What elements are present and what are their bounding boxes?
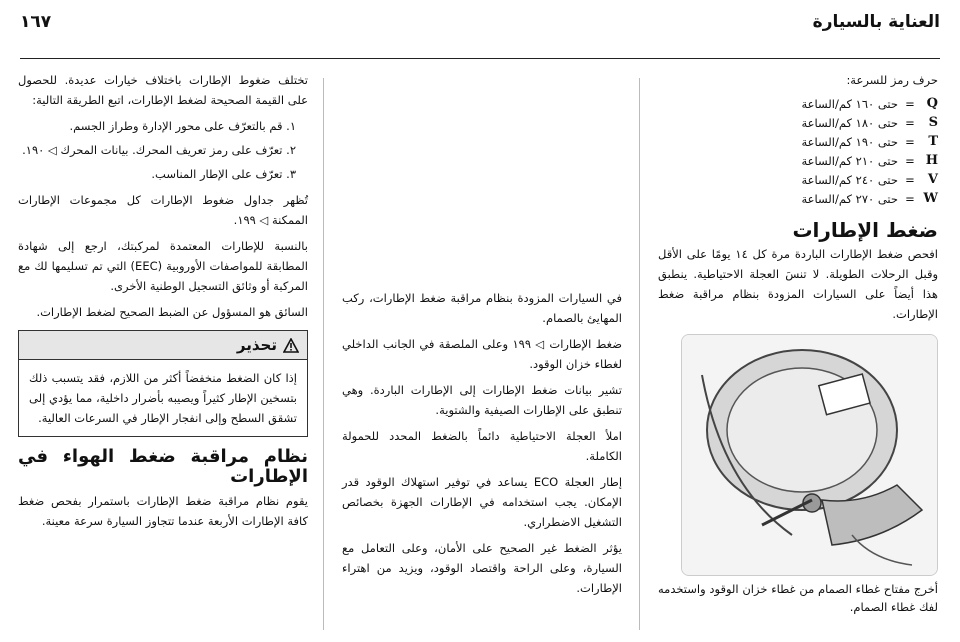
- steps-list: [18, 116, 308, 184]
- speed-letter: V: [927, 172, 938, 187]
- column-middle: [342, 70, 622, 634]
- paragraph: يقوم نظام مراقبة ضغط الإطارات باستمرار بفحص ضغط كافة الإطارات الأربعة عندما تتجاوز السيارة سرعة معينة.: [18, 494, 308, 528]
- speed-letter: W: [923, 191, 938, 206]
- chapter-title: العناية بالسيارة: [812, 12, 940, 32]
- warning-triangle-icon: [283, 338, 299, 353]
- speed-row: [658, 94, 938, 113]
- warning-text: إذا كان الضغط منخفضاً أكثر من اللازم، فقد يتسبب ذلك بتسخين الإطار كثيراً ويصيبه بأضرار داخلية، مما يؤدي إلى تشقق السطح وإلى انفجار الإطار في السرعات العالية.: [29, 371, 297, 425]
- speed-row: [658, 170, 938, 189]
- speed-letter: Q: [926, 96, 938, 111]
- paragraph: بالنسبة للإطارات المعتمدة لمركبتك، ارجع إلى شهادة المطابقة للمواصفات الأوروبية (EEC) التي تم تسليمها لك مع المركبة أو وثائق التسجيل الوطنية الأخرى.: [18, 239, 308, 293]
- column-divider: [639, 78, 640, 630]
- paragraph: تُظهر جداول ضغوط الإطارات كل مجموعات الإطارات الممكنة ◁ ١٩٩.: [18, 193, 308, 227]
- list-item: ١. قم بالتعرّف على محور الإدارة وطراز الجسم.: [69, 119, 296, 133]
- speed-symbol-intro: حرف رمز للسرعة:: [846, 73, 938, 87]
- paragraph: تشير بيانات ضغط الإطارات إلى الإطارات الباردة. وهي تنطبق على الإطارات الصيفية والشتوية.: [342, 383, 622, 417]
- warning-title: تحذير: [236, 336, 277, 354]
- column-divider: [323, 78, 324, 630]
- speed-table: [658, 94, 938, 208]
- list-item: ٢. تعرّف على رمز تعريف المحرك. بيانات المحرك ◁ ١٩٠.: [22, 143, 296, 157]
- paragraph: ضغط الإطارات ◁ ١٩٩ وعلى الملصقة في الجانب الداخلي لغطاء خزان الوقود.: [342, 337, 622, 371]
- column-left: [18, 70, 308, 634]
- speed-letter: S: [928, 115, 938, 130]
- equals-sign: =: [905, 173, 915, 187]
- speed-value: حتى ٢٧٠ كم/الساعة: [801, 192, 898, 206]
- valve-cap-illustration: [681, 334, 938, 576]
- speed-letter: H: [925, 153, 938, 168]
- speed-value: حتى ١٦٠ كم/الساعة: [801, 97, 898, 111]
- equals-sign: =: [905, 135, 915, 149]
- speed-value: حتى ١٨٠ كم/الساعة: [801, 116, 898, 130]
- speed-row: [658, 189, 938, 208]
- paragraph: في السيارات المزودة بنظام مراقبة ضغط الإطارات، ركب المهايئ بالصمام.: [342, 291, 622, 325]
- speed-value: حتى ١٩٠ كم/الساعة: [801, 135, 898, 149]
- paragraph: السائق هو المسؤول عن الضبط الصحيح لضغط الإطارات.: [36, 305, 308, 319]
- paragraph: املأ العجلة الاحتياطية دائماً بالضغط المحدد للحمولة الكاملة.: [342, 429, 622, 463]
- section-heading-tyre-pressure: ضغط الإطارات: [792, 218, 938, 242]
- speed-letter: T: [928, 134, 938, 149]
- equals-sign: =: [905, 116, 915, 130]
- speed-value: حتى ٢١٠ كم/الساعة: [801, 154, 898, 168]
- page-header: [20, 8, 940, 36]
- warning-header: [19, 331, 307, 360]
- paragraph: إطار العجلة ECO يساعد في توفير استهلاك الوقود قدر الإمكان. يجب استخدامه في الإطارات الجهزة بخصائص التشغيل الاضطراري.: [342, 475, 623, 529]
- figure-caption: أخرج مفتاح غطاء الصمام من غطاء خزان الوقود واستخدمه لفك غطاء الصمام.: [658, 582, 938, 614]
- paragraph: تختلف ضغوط الإطارات باختلاف خيارات عديدة. للحصول على القيمة الصحيحة لضغط الإطارات، اتبع الطريقة التالية:: [18, 73, 308, 107]
- paragraph: افحص ضغط الإطارات الباردة مرة كل ١٤ يومًا على الأقل وقبل الرحلات الطويلة. لا تنسَ العجلة الاحتياطية. ينطبق هذا أيضاً على السيارات المزودة بنظام مراقبة ضغط الإطارات.: [658, 247, 938, 321]
- warning-box: [18, 330, 308, 437]
- speed-row: [658, 113, 938, 132]
- page-number: ١٦٧: [20, 12, 52, 32]
- equals-sign: =: [905, 154, 915, 168]
- speed-row: [658, 151, 938, 170]
- equals-sign: =: [905, 97, 915, 111]
- section-heading-tpms: نظام مراقبة ضغط الهواء في الإطارات: [18, 446, 308, 487]
- header-rule: [20, 58, 940, 59]
- equals-sign: =: [905, 192, 915, 206]
- column-right: [658, 70, 938, 634]
- speed-value: حتى ٢٤٠ كم/الساعة: [801, 173, 898, 187]
- paragraph: يؤثر الضغط غير الصحيح على الأمان، وعلى التعامل مع السيارة، وعلى الراحة واقتصاد الوقود، ويزيد من اهتراء الإطارات.: [342, 541, 622, 595]
- list-item: ٣. تعرّف على الإطار المناسب.: [151, 167, 296, 181]
- fuel-flap-valve-drawing: [682, 335, 937, 575]
- speed-row: [658, 132, 938, 151]
